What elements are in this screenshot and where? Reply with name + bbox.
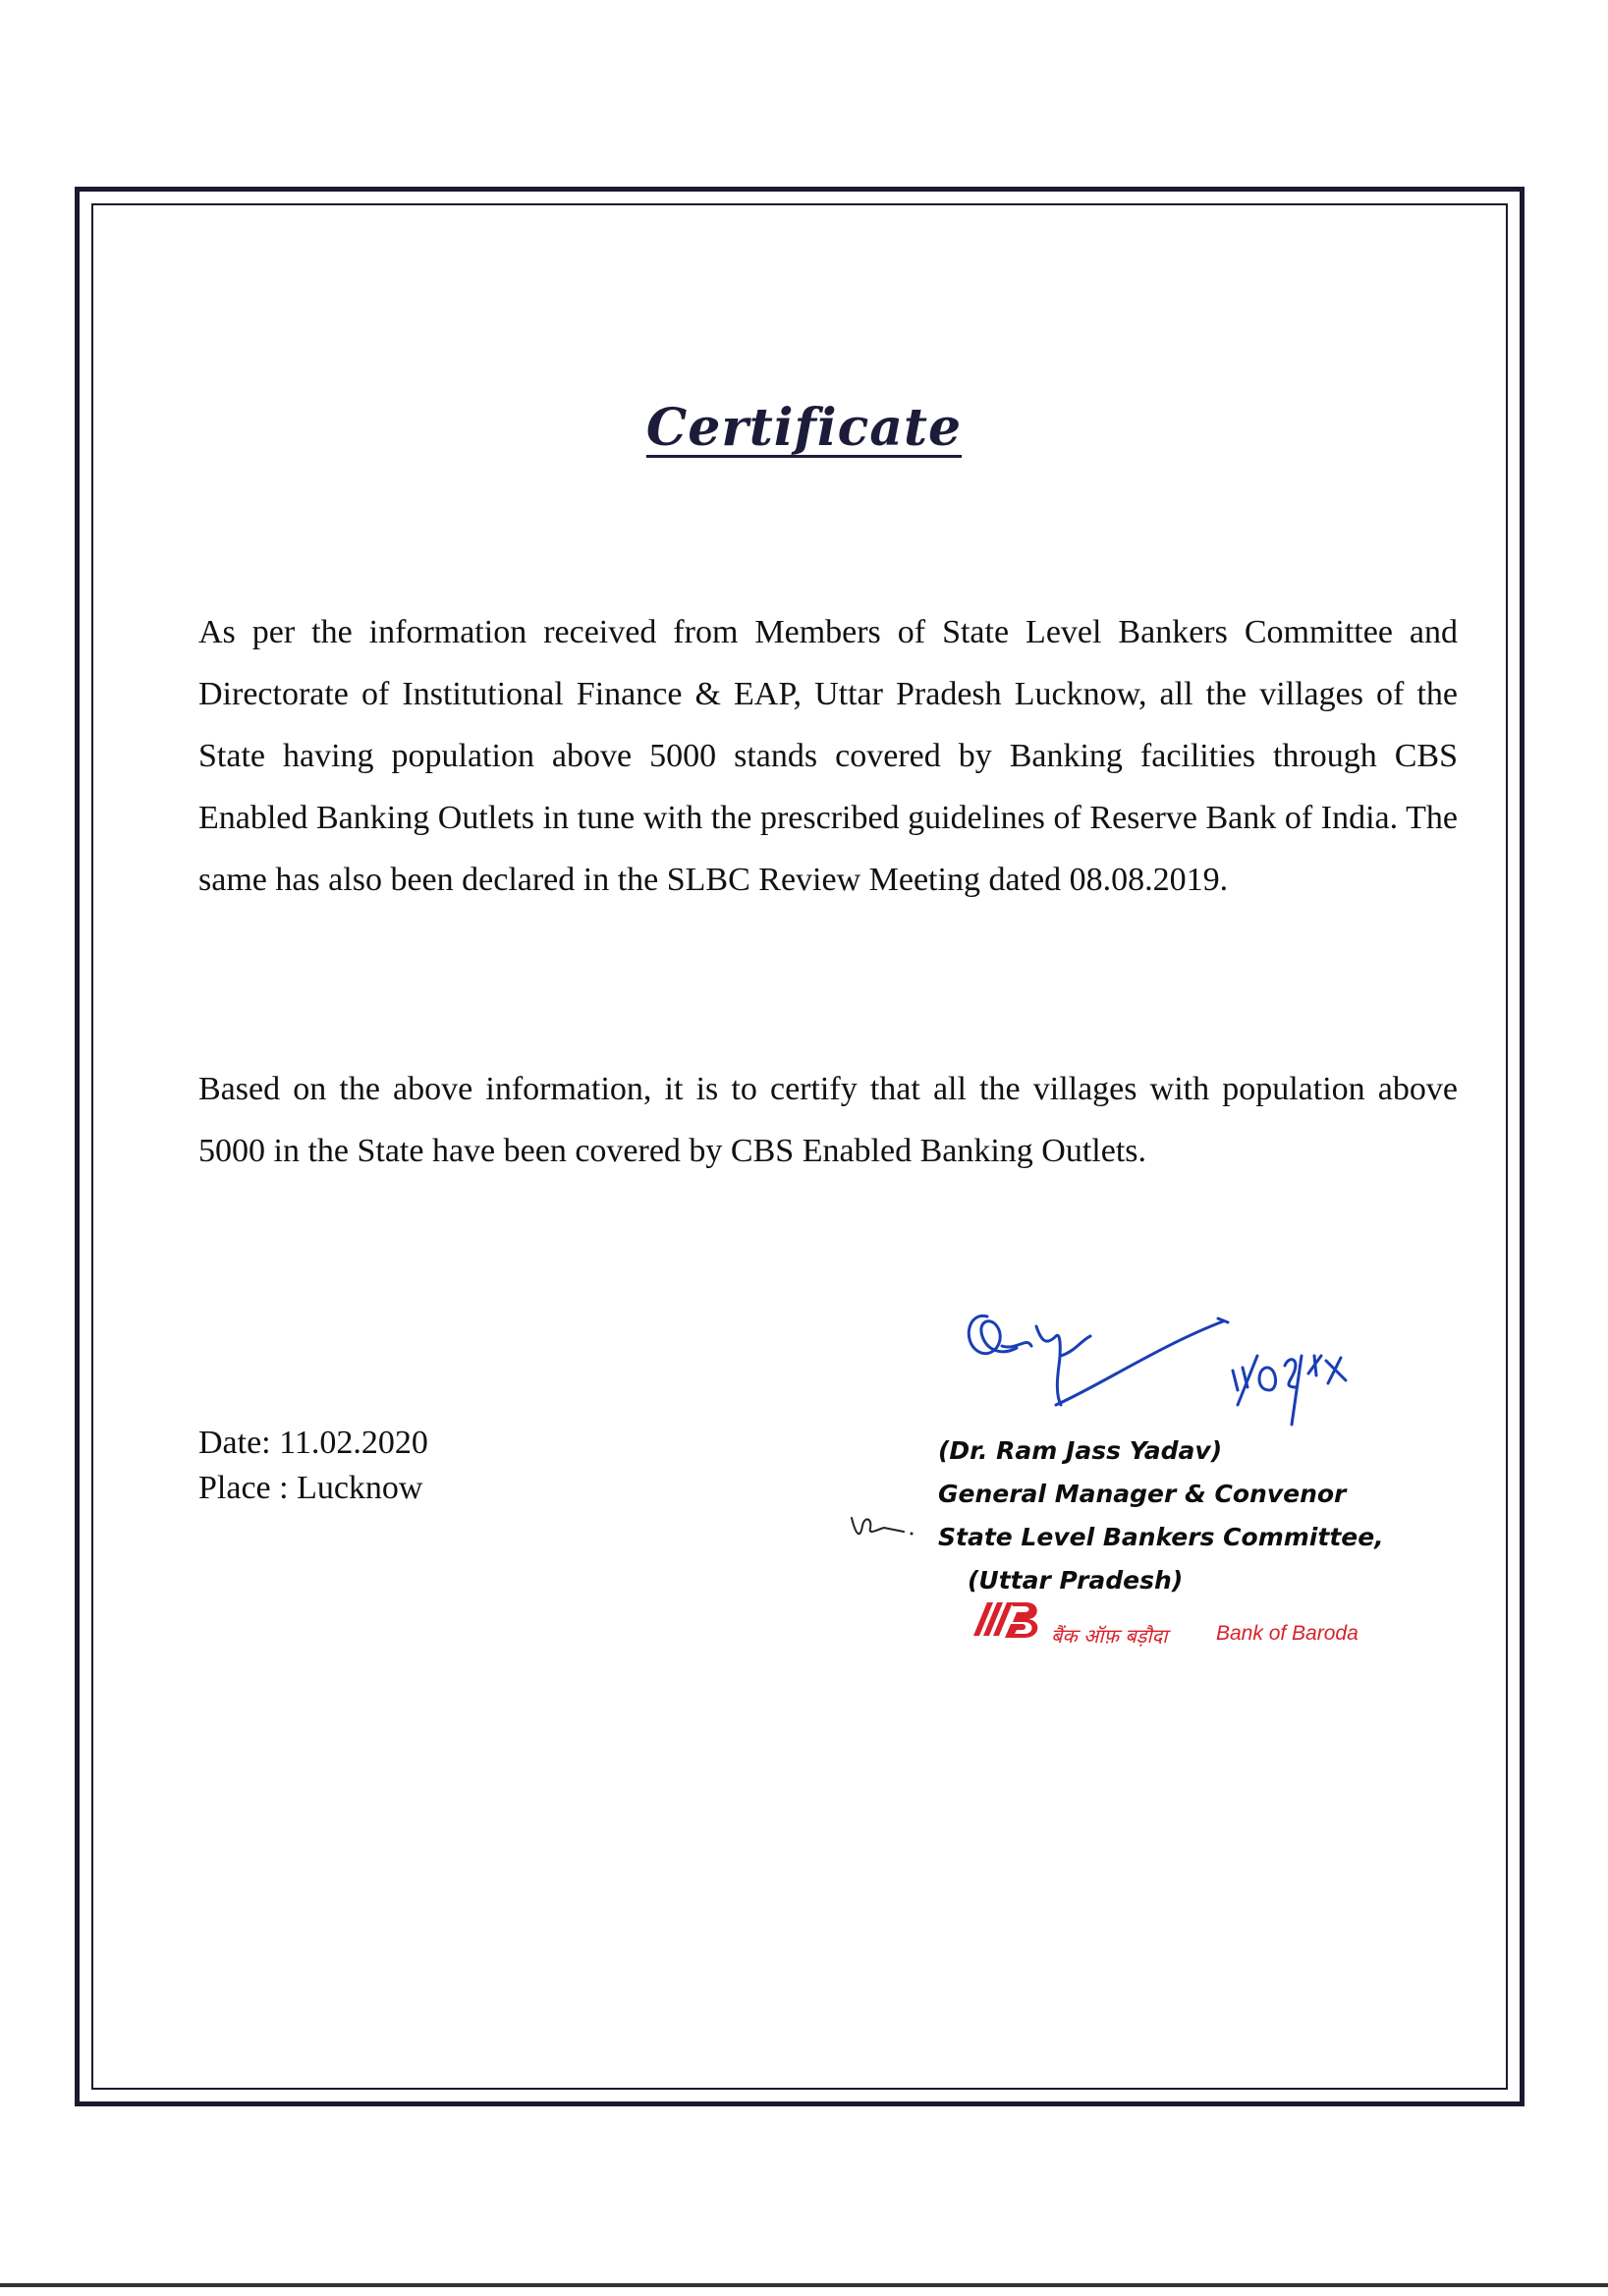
place-line: Place : Lucknow (198, 1470, 423, 1506)
certificate-title: Certificate (645, 398, 963, 458)
bank-name-english: Bank of Baroda (1216, 1622, 1358, 1645)
certificate-paragraph-2: Based on the above information, it is to certify that all the villages with population above 5000 in the State have been covered by CBS Enabled Banking Outlets. (198, 1071, 1458, 1169)
page-bottom-edge (0, 2283, 1608, 2287)
signatory-name: (Dr. Ram Jass Yadav) (938, 1436, 1223, 1465)
certificate-paragraph-1: As per the information received from Members of State Level Bankers Committee and Directorate of Institutional Finance & EAP, Uttar Pradesh Lucknow, all the villages of the State having population above 5000 stands covered by Banking facilities through CBS Enabled Banking Outlets in tune with the prescribed guidelines of Reserve Bank of India. The same has also been declared in the SLBC Review Meeting dated 08.08.2019. (198, 614, 1458, 898)
date-line: Date: 11.02.2020 (198, 1425, 428, 1461)
bank-of-baroda-logo-icon (968, 1595, 1046, 1644)
bank-name-hindi: बैंक ऑफ़ बड़ौदा (1051, 1624, 1168, 1648)
date-place-block (198, 1421, 428, 1511)
signatory-committee: State Level Bankers Committee, (938, 1523, 1384, 1551)
signatory-designation: General Manager & Convenor (938, 1480, 1347, 1508)
signatory-state: (Uttar Pradesh) (968, 1566, 1184, 1595)
initial-mark-icon (847, 1508, 925, 1547)
signatory-block (938, 1429, 1384, 1602)
